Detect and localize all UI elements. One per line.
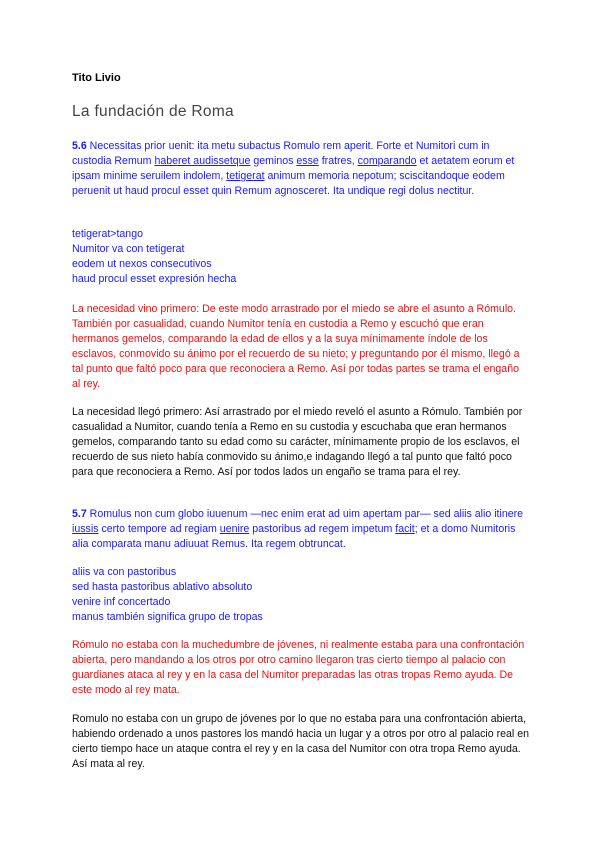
section-5-6-translation-red: La necesidad vino primero: De este modo arrastrado por el miedo se abre el asunto a Rómulo. También por casualidad, cuando Numitor tenía en custodia a Remo y escuchó que eran hermanos gemelos, comparando la edad de ellos y a la suya mínimamente índole de los esclavos, conmovido su ánimo por el recuerdo de su nieto; y preguntando por él mismo, llegó a tal punto que faltó poco para que reconociera a Remo. Así por todas partes se trama el engaño al rey. (72, 303, 520, 390)
section-5-7-notes (72, 565, 530, 625)
underlined-word: esse (296, 155, 319, 167)
section-5-6-notes (72, 227, 530, 287)
underlined-word: iussis (72, 523, 99, 535)
document-title: La fundación de Roma (72, 103, 234, 120)
section-5-6-translation-black: La necesidad llegó primero: Así arrastrado por el miedo reveló el asunto a Rómulo. También por casualidad a Numitor, cuando tenía a Remo en su custodia y escuchaba que eran hermanos gemelos, comparando tanto su edad como su carácter, mínimamente propio de los esclavos, el recuerdo de sus nieto había conmovido su ánimo,e indagando llegó a tal punto que faltó poco para que reconociera a Remo. Así por todos lados un engaño se trama para el rey. (72, 406, 523, 478)
section-5-7-latin: 5.7 Romulus non cum globo iuuenum —nec enim erat ad uim apertam par— sed aliis alio itinere iussis certo tempore ad regiam uenire pastoribus ad regem impetum facit; et a domo Numitoris alia comparata manu adiuuat Remus. Ita regem obtruncat. (72, 508, 524, 550)
section-5-7-translation-black: Romulo no estaba con un grupo de jóvenes por lo que no estaba para una confrontación abierta, habiendo ordenado a unos pastores los mandó hacia un lugar y a otros por otro al palacio real en cierto tiempo hace un ataque contra el rey y en la casa del Numitor con otra tropa Remo ayuda. Así mata al rey. (72, 713, 530, 770)
section-5-7-translation-red: Rómulo no estaba con la muchedumbre de jóvenes, ni realmente estaba para una confrontación abierta, pero mandando a los otros por otro camino llegaron tras cierto tiempo al palacio con guardianes ataca al rey y en la casa del Numitor preparadas las otras tropas Remo ayuda. De este modo al rey mata. (72, 639, 525, 696)
underlined-word: comparando (357, 155, 417, 167)
underlined-word: facit (395, 523, 415, 535)
note-line: eodem ut nexos consecutivos (72, 258, 212, 270)
note-line: sed hasta pastoribus ablativo absoluto (72, 581, 253, 593)
note-line: aliis va con pastoribus (72, 566, 177, 578)
note-line: Numitor va con tetigerat (72, 243, 185, 255)
underlined-word: haberet audissetque (154, 155, 251, 167)
underlined-word: uenire (219, 523, 250, 535)
section-number: 5.7 (72, 508, 87, 520)
author-heading: Tito Livio (72, 72, 121, 84)
section-5-6-latin: 5.6 Necessitas prior uenit: ita metu subactus Romulo rem aperit. Forte et Numitori cum in custodia Remum haberet audissetque geminos esse fratres, comparando et aetatem eorum et ipsam minime seruilem indolem, tetigerat animum memoria nepotum; sciscitandoque eodem peruenit ut haud procul esset quin Remum agnosceret. Ita undique regi dolus nectitur. (72, 140, 515, 197)
section-number: 5.6 (72, 140, 87, 152)
note-line: venire inf concertado (72, 596, 171, 608)
note-line: manus también significa grupo de tropas (72, 611, 263, 623)
note-line: haud procul esset expresión hecha (72, 273, 237, 285)
note-line: tetigerat>tango (72, 228, 143, 240)
underlined-word: tetigerat (226, 170, 265, 182)
